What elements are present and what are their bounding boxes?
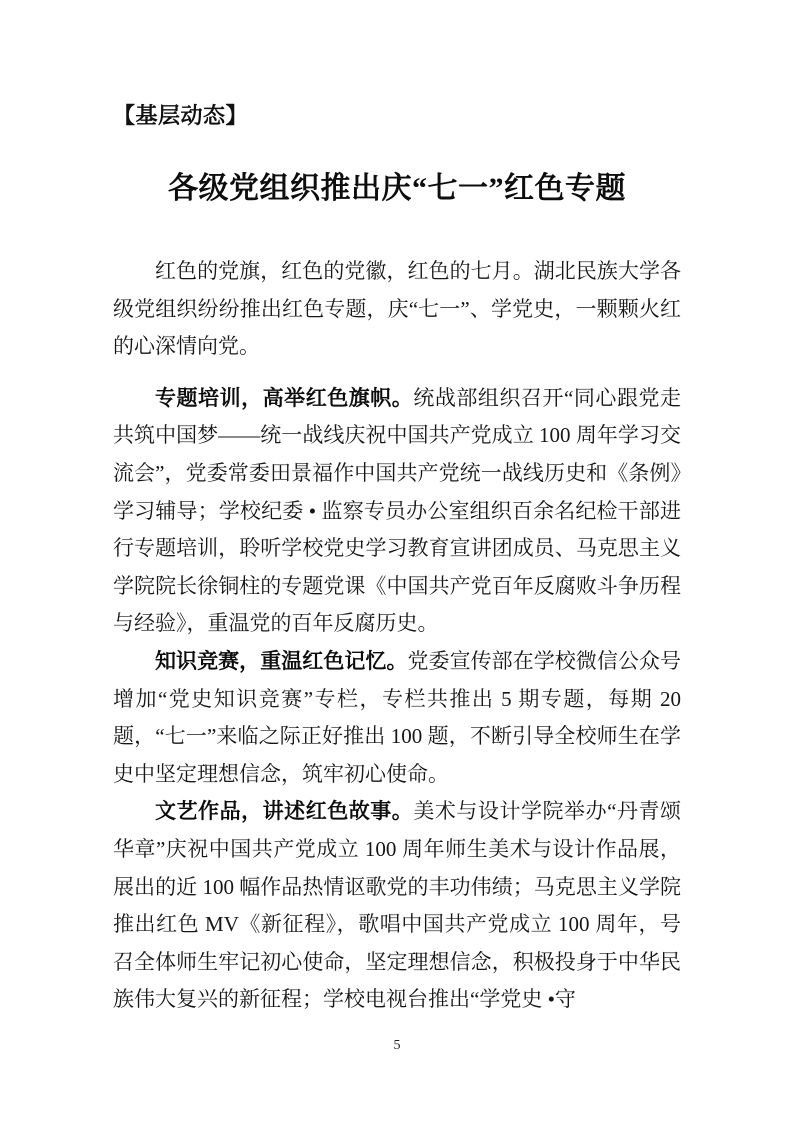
- paragraph-text: 红色的党旗，红色的党徽，红色的七月。湖北民族大学各级党组织纷纷推出红色专题，庆“七一”、学党史，一颗颗火红的心深情向党。: [113, 259, 681, 359]
- paragraph-lead: 文艺作品，讲述红色故事。: [155, 800, 414, 824]
- article-body: [113, 253, 681, 1019]
- article-title: 各级党组织推出庆“七一”红色专题: [168, 172, 626, 205]
- paragraph-lead: 专题培训，高举红色旗帜。: [155, 386, 414, 410]
- paragraph-artworks: [113, 793, 681, 1019]
- paragraph-quiz: [113, 643, 681, 793]
- paragraph-text: 党委宣传部在学校微信公众号增加“党史知识竞赛”专栏，专栏共推出 5 期专题，每期 20 题，“七一”来临之际正好推出 100 题，不断引导全校师生在学史中坚定理想信念，筑牢初心使命。: [113, 648, 681, 786]
- section-kicker: 【基层动态】: [113, 103, 249, 128]
- paragraph-lead: 知识竞赛，重温红色记忆。: [155, 649, 408, 673]
- paragraph-training: [113, 380, 681, 643]
- paragraph-intro: [113, 253, 681, 366]
- paragraph-text: 美术与设计学院举办“丹青颂华章”庆祝中国共产党成立 100 周年师生美术与设计作品展，展出的近 100 幅作品热情讴歌党的丰功伟绩；马克思主义学院推出红色 MV《新征程》，歌唱中国共产党成立 100 周年，号召全体师生牢记初心使命，坚定理想信念，积极投身于中华民族伟大复兴的新征程；学校电视台推出“学党史 •守: [113, 799, 681, 1012]
- paragraph-text: 统战部组织召开“同心跟党走 共筑中国梦——统一战线庆祝中国共产党成立 100 周年学习交流会”，党委常委田景福作中国共产党统一战线历史和《条例》学习辅导；学校纪委 • 监察专员办公室组织百余名纪检干部进行专题培训，聆听学校党史学习教育宣讲团成员、马克思主义学院院长徐铜柱的专题党课《中国共产党百年反腐败斗争历程与经验》，重温党的百年反腐历史。: [113, 385, 681, 636]
- page-number: 5: [393, 1038, 401, 1053]
